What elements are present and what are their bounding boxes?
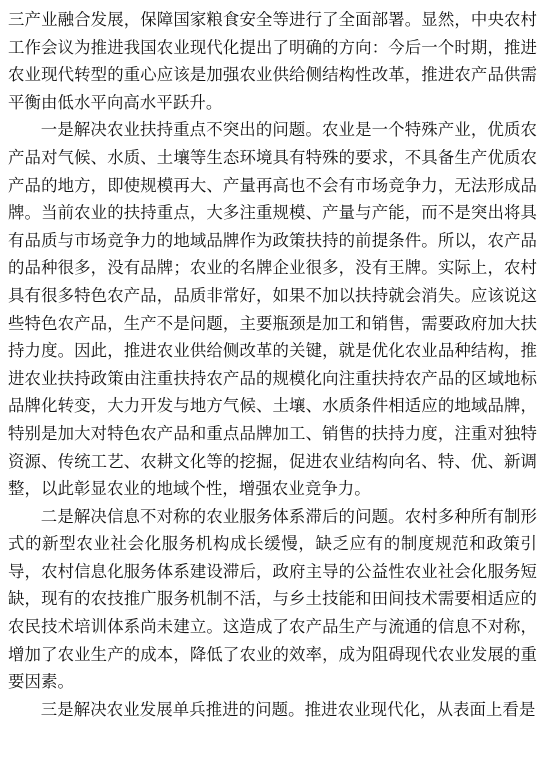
paragraph-4: 三是解决农业发展单兵推进的问题。推进农业现代化，从表面上看是 [40,699,536,719]
paragraph-2: 一是解决农业扶持重点不突出的问题。农业是一个特殊产业，优质农产品对气候、水质、土壤等生态环境具有特殊的要求，不具备生产优质农产品的地方，即使规模再大、产量再高也不会有市场竞争力，无法形成品牌。当前农业的扶持重点，大多注重规模、产量与产能，而不是突出将具有品质与市场竞争力的地域品牌作为政策扶持的前提条件。所以，农产品的品种很多，没有品牌；农业的名牌企业很多，没有王牌。实际上，农村具有很多特色农产品，品质非常好，如果不加以扶持就会消失。应该说这些特色农产品，生产不是问题，主要瓶颈是加工和销售，需要政府加大扶持力度。因此，推进农业供给侧改革的关键，就是优化农业品种结构，推进农业扶持政策由注重扶持农产品的规模化向注重扶持农产品的区域地标品牌化转变，大力开发与地方气候、土壤、水质条件相适应的地域品牌，特别是加大对特色农产品和重点品牌加工、销售的扶持力度，注重对独特资源、传统工艺、农耕文化等的挖掘，促进农业结构向名、特、优、新调整，以此彰显农业的地域个性，增强农业竞争力。 [8,120,537,499]
paragraph-3: 二是解决信息不对称的农业服务体系滞后的问题。农村多种所有制形式的新型农业社会化服务机构成长缓慢，缺乏应有的制度规范和政策引导，农村信息化服务体系建设滞后，政府主导的公益性农业社会化服务短缺，现有的农技推广服务机制不活，与乡土技能和田间技术需要相适应的农民技术培训体系尚未建立。这造成了农产品生产与流通的信息不对称，增加了农业生产的成本，降低了农业的效率，成为阻碍现代农业发展的重要因素。 [8,506,537,692]
paragraph-1: 三产业融合发展，保障国家粮食安全等进行了全面部署。显然，中央农村工作会议为推进我国农业现代化提出了明确的方向：今后一个时期，推进农业现代转型的重心应该是加强农业供给侧结构性改革，推进农产品供需平衡由低水平向高水平跃升。 [8,10,537,112]
